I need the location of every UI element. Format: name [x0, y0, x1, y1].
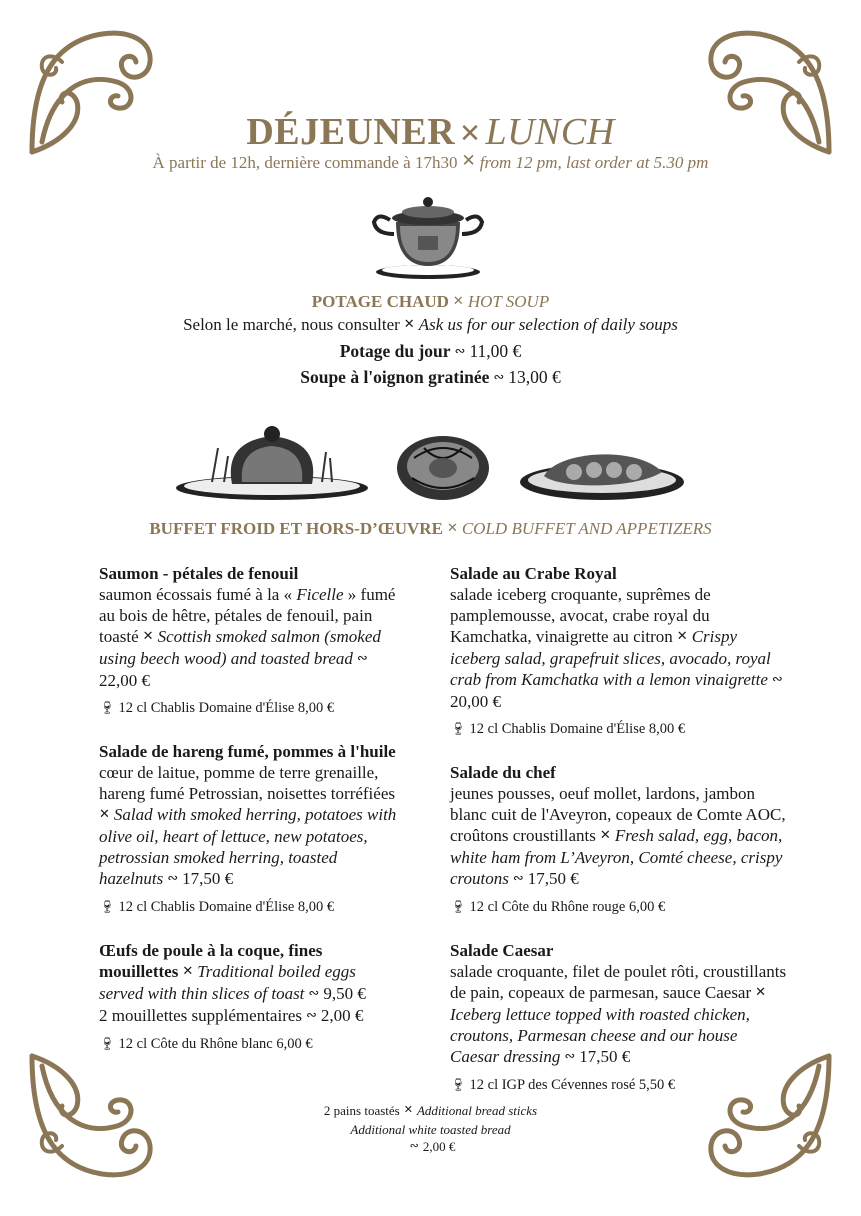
cross-separator-icon: ✕ — [676, 628, 688, 643]
cross-separator-icon: ✕ — [459, 119, 482, 148]
wine-pairing: 🍷︎ 12 cl Côte du Rhône rouge 6,00 € — [450, 896, 790, 918]
menu-item-name: Salade de hareng fumé, pommes à l'huile — [99, 742, 396, 761]
menu-item-name: Salade du chef — [450, 763, 556, 782]
menu-item-price: 17,50 € — [579, 1047, 631, 1066]
wine-glass-icon: 🍷︎ — [450, 721, 467, 736]
wine-glass-icon: 🍷︎ — [450, 1077, 467, 1092]
menu-item-description: salade iceberg croquante, suprêmes de pamplemousse, avocat, crabe royal du Kamchatka, vinaigrette au citron ✕ Crispy iceberg salad, grapefruit slices, avocado, royal crab from Kamchatka with a lemon vinaigrette ∾20,00 € — [450, 585, 783, 711]
left-menu-column — [99, 563, 404, 1077]
service-hours — [0, 153, 861, 173]
wine-pairing: 🍷︎ 12 cl Chablis Domaine d'Élise 8,00 € — [99, 896, 404, 918]
wine-glass-icon: 🍷︎ — [99, 700, 116, 715]
menu-item-price: 17,50 € — [527, 869, 579, 888]
menu-item-price: 9,50 € — [323, 984, 366, 1003]
soup-heading-en: HOT SOUP — [467, 292, 550, 311]
swash-icon: ∾ — [356, 650, 368, 665]
footer-en-2: Additional white toasted bread — [350, 1122, 511, 1137]
soup-intro-fr: Selon le marché, nous consulter — [183, 315, 400, 334]
swash-icon: ∾ — [306, 1007, 317, 1022]
menu-item-english: Crispy iceberg salad, grapefruit slices, avocado, royal crab from Kamchatka with a lemon vinaigrette — [450, 627, 771, 689]
menu-item — [450, 940, 790, 1096]
menu-item — [99, 741, 404, 918]
cross-separator-icon: ✕ — [755, 984, 767, 999]
footer-fr: 2 pains toastés — [323, 1103, 400, 1118]
title-fr: DÉJEUNER — [246, 111, 456, 153]
footer-price: 2,00 € — [422, 1139, 456, 1154]
menu-item — [450, 762, 790, 918]
swash-icon: ∾ — [512, 870, 524, 885]
hours-en: from 12 pm, last order at 5.30 pm — [479, 153, 709, 172]
soup-item-price: 13,00 € — [508, 367, 561, 387]
swash-icon: ∾ — [493, 369, 505, 384]
cross-separator-icon: ✕ — [403, 1104, 413, 1116]
soup-item — [0, 367, 861, 388]
menu-item-description: saumon écossais fumé à la « Ficelle » fumé au bois de hêtre, pétales de fenouil, pain toasté ✕ Scottish smoked salmon (smoked using beech wood) and toasted bread ∾22,00 € — [99, 585, 396, 690]
cross-separator-icon: ✕ — [461, 151, 476, 170]
lettuce-illustration — [394, 428, 492, 504]
swash-icon: ∾ — [564, 1048, 576, 1063]
swash-icon: ∾ — [454, 343, 466, 358]
buffet-heading-en: COLD BUFFET AND APPETIZERS — [461, 519, 712, 538]
footer-en-1: Additional bread sticks — [416, 1103, 538, 1118]
menu-item-description — [99, 940, 404, 1027]
soup-intro — [0, 315, 861, 335]
menu-item-description: Salade de hareng fumé, pommes à l'huile cœur de laitue, pomme de terre grenaille, hareng fumé Petrossian, noisettes torréfiées ✕ Salad with smoked herring, potatoes with olive oil, heart of lettuce, new potatoes, petrossian smoked herring, toasted hazelnuts ∾ 17,50 € — [99, 742, 397, 888]
cross-separator-icon: ✕ — [99, 806, 110, 821]
menu-item-name: Œufs de poule à la coque, fines mouillettes — [99, 941, 323, 981]
menu-item-extra: 2 mouillettes supplémentaires — [99, 1006, 303, 1025]
cross-separator-icon: ✕ — [182, 963, 194, 978]
buffet-section-heading — [0, 519, 861, 539]
menu-item-name: Salade Caesar — [450, 941, 554, 960]
menu-item-name: Salade au Crabe Royal — [450, 564, 617, 583]
menu-item-description: salade croquante, filet de poulet rôti, croustillants de pain, copeaux de parmesan, sauce Caesar ✕Iceberg lettuce topped with roasted chicken, croutons, Parmesan cheese and our house Caesar dressing ∾ 17,50 € — [450, 962, 787, 1066]
soup-tureen-illustration — [368, 192, 488, 282]
wine-glass-icon: 🍷︎ — [99, 899, 116, 914]
wine-glass-icon: 🍷︎ — [99, 1036, 116, 1051]
menu-item-english: Iceberg lettuce topped with roasted chicken, croutons, Parmesan cheese and our house Caesar dressing — [450, 1005, 750, 1066]
title-en: LUNCH — [485, 111, 615, 153]
cross-separator-icon: ✕ — [403, 316, 415, 331]
menu-item-english: Traditional boiled eggs served with thin slices of toast — [99, 962, 356, 1003]
wine-glass-icon: 🍷︎ — [450, 899, 467, 914]
cross-separator-icon: ✕ — [452, 293, 464, 308]
soup-intro-en: Ask us for our selection of daily soups — [418, 315, 678, 334]
soup-section-heading — [0, 292, 861, 312]
menu-item-english: Salad with smoked herring, potatoes with olive oil, heart of lettuce, new potatoes, petrossian smoked herring, toasted hazelnuts — [99, 805, 397, 888]
menu-item — [450, 563, 790, 740]
menu-item-english: Scottish smoked salmon (smoked using beech wood) and toasted bread — [99, 627, 381, 668]
menu-item-price: 17,50 € — [182, 869, 234, 888]
swash-icon: ∾ — [409, 1140, 419, 1152]
right-menu-column — [450, 563, 790, 1118]
buffet-heading-fr: BUFFET FROID ET HORS-D’ŒUVRE — [149, 519, 443, 538]
menu-item-description: jeunes pousses, oeuf mollet, lardons, jambon blanc cuit de l'Aveyron, copeaux de Comte AOC, croûtons croustillants ✕ Fresh salad, egg, bacon, white ham from L’Aveyron, Comté cheese, crispy croutons ∾ 17,50 € — [450, 784, 786, 888]
cross-separator-icon: ✕ — [599, 827, 611, 842]
menu-item-english: Fresh salad, egg, bacon, white ham from L’Aveyron, Comté cheese, crispy croutons — [450, 826, 783, 888]
wine-pairing: 🍷︎ 12 cl IGP des Cévennes rosé 5,50 € — [450, 1074, 790, 1096]
menu-item-name: Saumon - pétales de fenouil — [99, 564, 299, 583]
wine-pairing: 🍷︎ 12 cl Chablis Domaine d'Élise 8,00 € — [99, 697, 404, 719]
menu-item-price: 20,00 € — [450, 692, 501, 711]
swash-icon: ∾ — [308, 985, 320, 1000]
menu-item-price: 22,00 € — [99, 671, 150, 690]
soup-item — [0, 341, 861, 362]
menu-item-extra-price: 2,00 € — [320, 1006, 364, 1025]
soup-heading-fr: POTAGE CHAUD — [311, 292, 449, 311]
swash-icon: ∾ — [167, 870, 179, 885]
swash-icon: ∾ — [771, 671, 783, 686]
menu-item — [99, 940, 404, 1055]
wine-pairing: 🍷︎ 12 cl Chablis Domaine d'Élise 8,00 € — [450, 718, 790, 740]
page-title — [0, 110, 861, 154]
soup-item-price: 11,00 € — [469, 341, 522, 361]
fish-platter-illustration — [518, 436, 686, 502]
bread-footer-note — [0, 1102, 861, 1157]
cross-separator-icon: ✕ — [142, 628, 154, 643]
menu-item — [99, 563, 404, 719]
soup-item-name: Soupe à l'oignon gratinée — [300, 367, 490, 387]
aspic-platter-illustration — [172, 418, 372, 504]
soup-item-name: Potage du jour — [339, 341, 451, 361]
wine-pairing: 🍷︎ 12 cl Côte du Rhône blanc 6,00 € — [99, 1033, 404, 1055]
cross-separator-icon: ✕ — [446, 520, 458, 535]
hours-fr: À partir de 12h, dernière commande à 17h30 — [152, 153, 458, 172]
